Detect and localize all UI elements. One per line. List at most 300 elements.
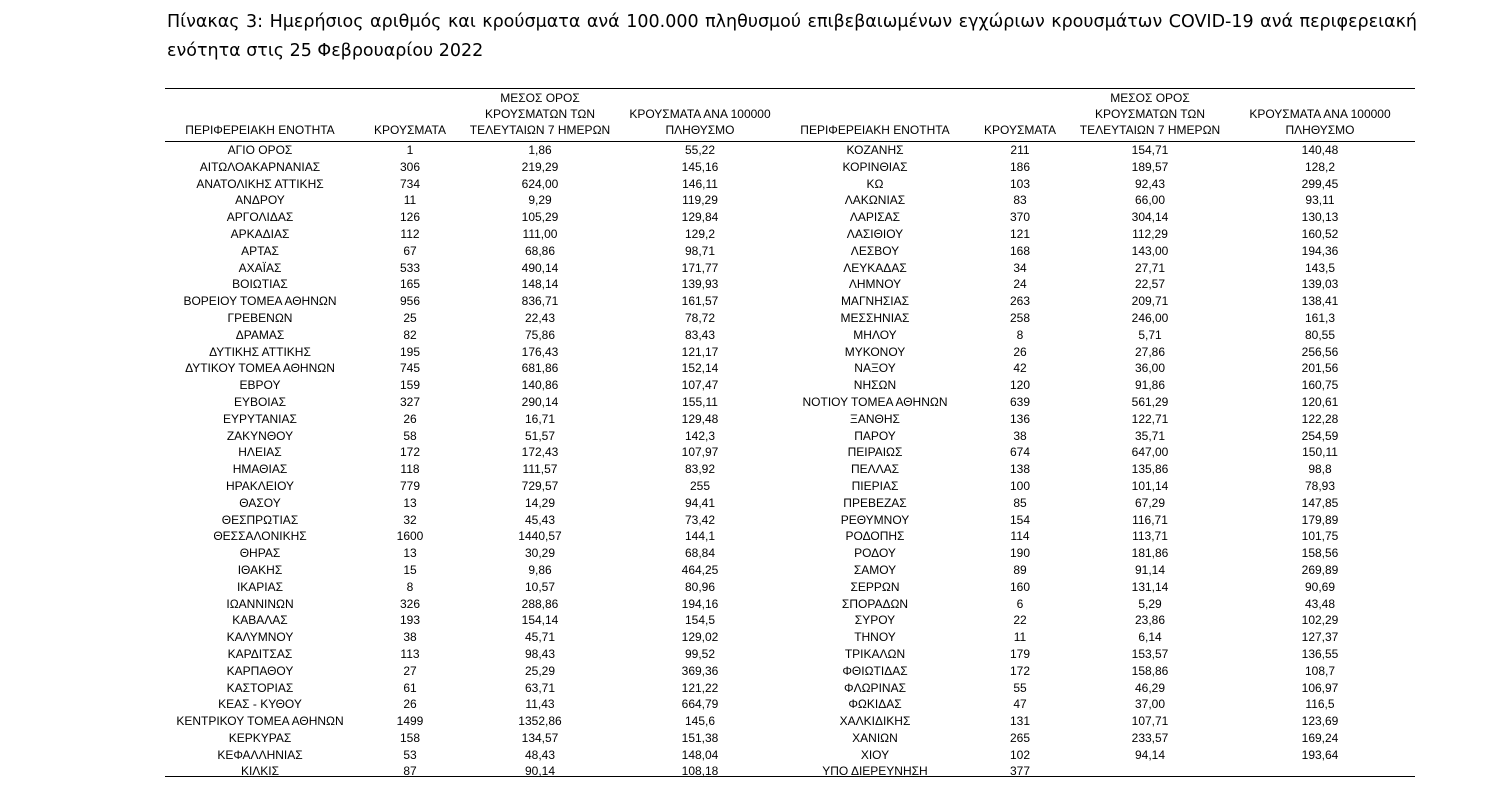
right-avg7-cell: 246,00 <box>1131 310 1169 325</box>
bottom-rule <box>165 776 1415 777</box>
right-region-cell: ΣΠΟΡΑΔΩΝ <box>841 596 909 611</box>
table-row <box>165 730 1415 747</box>
right-avg7-cell: 153,57 <box>1131 646 1169 661</box>
left-region-cell: ΑΡΚΑΔΙΑΣ <box>230 226 290 241</box>
right-cases-cell: 172 <box>1009 663 1031 678</box>
left-cases-cell: 118 <box>400 462 420 477</box>
right-region-cell: ΜΕΣΣΗΝΙΑΣ <box>840 310 910 325</box>
right-region-cell: ΤΗΝΟΥ <box>854 630 896 645</box>
left-per100k-cell: 119,29 <box>682 193 718 208</box>
right-region-cell: ΦΛΩΡΙΝΑΣ <box>844 680 906 695</box>
left-per100k-cell: 171,77 <box>681 260 719 275</box>
left-per100k-cell: 80,96 <box>684 579 716 594</box>
right-region-cell: ΠΑΡΟΥ <box>854 428 896 443</box>
left-cases-cell: 53 <box>403 747 417 762</box>
right-cases-cell: 102 <box>1009 747 1031 762</box>
left-avg7-cell: 14,29 <box>524 495 556 510</box>
table-row <box>165 663 1415 680</box>
right-region-cell: ΣΕΡΡΩΝ <box>850 579 900 594</box>
left-region-cell: ΑΡΤΑΣ <box>241 243 279 258</box>
left-region-cell: ΚΑΛΥΜΝΟΥ <box>226 630 294 645</box>
right-per100k-cell: 101,75 <box>1301 529 1339 544</box>
left-region-cell: ΑΝΔΡΟΥ <box>235 193 285 208</box>
covid-cases-table <box>165 90 1415 780</box>
left-avg7-cell: 134,57 <box>521 730 559 745</box>
left-avg7-cell: 176,43 <box>521 344 559 359</box>
left-per100k-cell: 55,22 <box>684 143 716 157</box>
header-avg7-left: ΜΕΣΟΣ ΟΡΟΣ ΚΡΟΥΣΜΑΤΩΝ ΤΩΝ ΤΕΛΕΥΤΑΙΩΝ 7 ΗΜΕΡΩΝ <box>465 90 615 142</box>
right-cases-cell: 85 <box>1013 495 1027 510</box>
right-cases-cell: 179 <box>1009 646 1031 661</box>
left-avg7-cell: 154,14 <box>521 613 559 628</box>
left-region-cell: ΑΧΑΪΑΣ <box>238 260 282 275</box>
right-region-cell: ΛΗΜΝΟΥ <box>848 277 902 292</box>
left-avg7-cell: 290,14 <box>521 394 559 409</box>
right-per100k-cell: 138,41 <box>1301 294 1339 309</box>
left-cases-cell: 113 <box>400 646 420 661</box>
left-avg7-cell: 63,71 <box>524 680 556 695</box>
right-per100k-cell: 90,69 <box>1304 579 1336 594</box>
right-region-cell: ΣΑΜΟΥ <box>853 562 897 577</box>
right-per100k-cell: 127,37 <box>1301 630 1339 645</box>
left-per100k-cell: 83,43 <box>684 327 716 342</box>
left-per100k-cell: 161,57 <box>681 294 719 309</box>
right-per100k-cell: 122,28 <box>1301 411 1339 426</box>
left-avg7-cell: 105,29 <box>521 210 559 225</box>
left-cases-cell: 193 <box>399 613 421 628</box>
right-cases-cell: 190 <box>1009 546 1031 561</box>
right-cases-cell: 26 <box>1013 344 1027 359</box>
right-per100k-cell: 161,3 <box>1304 310 1336 325</box>
table-row <box>165 260 1415 277</box>
left-cases-cell: 26 <box>403 411 417 426</box>
left-per100k-cell: 121,17 <box>681 344 719 359</box>
right-per100k-cell: 43,48 <box>1304 596 1336 611</box>
right-region-cell: ΜΗΛΟΥ <box>853 327 897 342</box>
left-cases-cell: 956 <box>399 294 421 309</box>
right-region-cell: ΚΟΖΑΝΗΣ <box>846 143 904 157</box>
right-avg7-cell: 27,86 <box>1134 344 1166 359</box>
right-region-cell: ΦΩΚΙΔΑΣ <box>848 697 902 712</box>
left-per100k-cell: 255 <box>689 478 711 493</box>
left-per100k-cell: 129,48 <box>681 411 719 426</box>
table-row <box>165 209 1415 226</box>
right-avg7-cell: 6,14 <box>1138 630 1162 645</box>
left-region-cell: ΔΡΑΜΑΣ <box>235 327 285 342</box>
right-per100k-cell: 254,59 <box>1301 428 1339 443</box>
left-avg7-cell: 75,86 <box>524 327 556 342</box>
right-per100k-cell: 139,03 <box>1301 277 1339 292</box>
left-region-cell: ΙΘΑΚΗΣ <box>237 562 283 577</box>
left-cases-cell: 112 <box>400 226 420 241</box>
left-per100k-cell: 129,2 <box>684 226 716 241</box>
right-per100k-cell: 160,52 <box>1301 226 1339 241</box>
right-per100k-cell: 147,85 <box>1301 495 1339 510</box>
right-avg7-cell: 23,86 <box>1134 613 1166 628</box>
header-region-left: ΠΕΡΙΦΕΡΕΙΑΚΗ ΕΝΟΤΗΤΑ <box>165 90 355 142</box>
right-region-cell: ΞΑΝΘΗΣ <box>850 411 900 426</box>
right-per100k-cell: 93,11 <box>1305 193 1335 208</box>
right-region-cell: ΤΡΙΚΑΛΩΝ <box>844 646 906 661</box>
left-per100k-cell: 369,36 <box>681 663 719 678</box>
right-region-cell: ΡΟΔΟΠΗΣ <box>845 529 905 544</box>
table-row <box>165 763 1415 780</box>
table-row <box>165 276 1415 293</box>
left-region-cell: ΘΗΡΑΣ <box>239 546 281 561</box>
header-per100k-left: ΚΡΟΥΣΜΑΤΑ ΑΝΑ 100000 ΠΛΗΘΥΣΜΟ <box>615 90 785 142</box>
top-rule <box>165 88 1415 89</box>
right-region-cell: ΠΡΕΒΕΖΑΣ <box>843 495 907 510</box>
right-per100k-cell: 128,2 <box>1304 159 1336 174</box>
right-avg7-cell: 36,00 <box>1134 361 1166 376</box>
left-avg7-cell: 30,29 <box>524 546 556 561</box>
right-avg7-cell: 304,14 <box>1131 210 1169 225</box>
left-region-cell: ΙΩΑΝΝΙΝΩΝ <box>226 596 294 611</box>
right-cases-cell: 47 <box>1013 697 1027 712</box>
table-row <box>165 579 1415 596</box>
table-row <box>165 747 1415 764</box>
left-per100k-cell: 107,97 <box>681 445 719 460</box>
header-cases-left: ΚΡΟΥΣΜΑΤΑ <box>355 90 465 142</box>
right-avg7-cell: 113,71 <box>1132 529 1168 544</box>
left-avg7-cell: 729,57 <box>521 478 559 493</box>
right-per100k-cell: 120,61 <box>1301 394 1339 409</box>
left-cases-cell: 32 <box>403 512 417 527</box>
left-avg7-cell: 45,71 <box>524 630 556 645</box>
left-region-cell: ΚΙΛΚΙΣ <box>240 764 280 779</box>
table-row <box>165 629 1415 646</box>
left-region-cell: ΘΕΣΠΡΩΤΙΑΣ <box>221 512 299 527</box>
right-per100k-cell: 78,93 <box>1304 478 1336 493</box>
right-region-cell: ΛΑΡΙΣΑΣ <box>849 210 901 225</box>
left-per100k-cell: 194,16 <box>681 596 719 611</box>
table-row <box>165 562 1415 579</box>
left-avg7-cell: 836,71 <box>521 294 559 309</box>
table-row <box>165 478 1415 495</box>
right-per100k-cell: 269,89 <box>1301 562 1339 577</box>
left-avg7-cell: 219,29 <box>521 159 559 174</box>
left-region-cell: ΚΕΡΚΥΡΑΣ <box>228 730 292 745</box>
table-row <box>165 528 1415 545</box>
left-cases-cell: 779 <box>399 478 421 493</box>
left-region-cell: ΔΥΤΙΚΟΥ ΤΟΜΕΑ ΑΘΗΝΩΝ <box>185 361 335 376</box>
right-cases-cell: 168 <box>1009 243 1031 258</box>
left-avg7-cell: 11,43 <box>525 697 555 712</box>
right-per100k-cell: 256,56 <box>1301 344 1339 359</box>
header-region-right: ΠΕΡΙΦΕΡΕΙΑΚΗ ΕΝΟΤΗΤΑ <box>785 90 965 142</box>
right-per100k-cell: 193,64 <box>1301 747 1339 762</box>
left-avg7-cell: 9,86 <box>528 562 552 577</box>
left-per100k-cell: 94,41 <box>684 495 716 510</box>
table-row <box>165 696 1415 713</box>
right-cases-cell: 34 <box>1013 260 1027 275</box>
left-avg7-cell: 22,43 <box>524 310 556 325</box>
left-per100k-cell: 121,22 <box>681 680 719 695</box>
left-cases-cell: 195 <box>399 344 421 359</box>
right-cases-cell: 103 <box>1009 176 1031 191</box>
left-cases-cell: 13 <box>403 495 417 510</box>
right-avg7-cell: 94,14 <box>1134 747 1166 762</box>
right-cases-cell: 154 <box>1009 512 1031 527</box>
right-cases-cell: 83 <box>1013 193 1027 208</box>
left-cases-cell: 1499 <box>396 714 424 729</box>
left-cases-cell: 126 <box>399 210 421 225</box>
left-region-cell: ΘΕΣΣΑΛΟΝΙΚΗΣ <box>213 529 307 544</box>
right-region-cell: ΛΕΥΚΑΔΑΣ <box>843 260 907 275</box>
left-avg7-cell: 111,57 <box>522 462 558 477</box>
table-row <box>165 293 1415 310</box>
right-region-cell: ΠΙΕΡΙΑΣ <box>851 478 899 493</box>
left-avg7-cell: 111,00 <box>522 226 558 241</box>
right-per100k-cell: 160,75 <box>1301 378 1339 393</box>
left-per100k-cell: 78,72 <box>684 310 716 325</box>
header-cases-right: ΚΡΟΥΣΜΑΤΑ <box>965 90 1075 142</box>
left-cases-cell: 13 <box>403 546 417 561</box>
right-region-cell: ΧΑΝΙΩΝ <box>852 730 898 745</box>
right-cases-cell: 38 <box>1013 428 1027 443</box>
right-cases-cell: 22 <box>1013 613 1027 628</box>
left-region-cell: ΘΑΣΟΥ <box>239 495 281 510</box>
right-avg7-cell: 233,57 <box>1131 730 1169 745</box>
right-cases-cell: 674 <box>1009 445 1031 460</box>
right-region-cell: ΛΑΚΩΝΙΑΣ <box>844 193 906 208</box>
right-avg7-cell: 112,29 <box>1132 226 1168 241</box>
right-avg7-cell: 143,00 <box>1131 243 1169 258</box>
right-avg7-cell: 122,71 <box>1131 411 1169 426</box>
left-per100k-cell: 129,84 <box>681 210 719 225</box>
right-per100k-cell: 179,89 <box>1301 512 1339 527</box>
right-per100k-cell: 150,11 <box>1302 445 1338 460</box>
right-per100k-cell: 108,7 <box>1304 663 1336 678</box>
right-avg7-cell: 561,29 <box>1131 394 1169 409</box>
right-region-cell: ΜΑΓΝΗΣΙΑΣ <box>840 294 910 309</box>
left-cases-cell: 87 <box>403 764 417 779</box>
left-cases-cell: 159 <box>399 378 421 393</box>
left-cases-cell: 326 <box>399 596 421 611</box>
left-avg7-cell: 51,57 <box>524 428 556 443</box>
right-avg7-cell: 101,14 <box>1131 478 1169 493</box>
right-cases-cell: 121 <box>1009 226 1031 241</box>
left-cases-cell: 1600 <box>396 529 424 544</box>
right-cases-cell: 6 <box>1016 596 1024 611</box>
right-avg7-cell: 158,86 <box>1131 663 1169 678</box>
right-region-cell: ΧΑΛΚΙΔΙΚΗΣ <box>839 714 911 729</box>
left-cases-cell: 26 <box>403 697 417 712</box>
left-region-cell: ΚΑΡΔΙΤΣΑΣ <box>227 646 293 661</box>
right-avg7-cell: 209,71 <box>1131 294 1169 309</box>
right-avg7-cell: 46,29 <box>1134 680 1166 695</box>
left-cases-cell: 533 <box>399 260 421 275</box>
table-row <box>165 344 1415 361</box>
right-avg7-cell: 67,29 <box>1134 495 1166 510</box>
left-avg7-cell: 9,29 <box>528 193 552 208</box>
left-avg7-cell: 172,43 <box>521 445 559 460</box>
right-region-cell: ΛΕΣΒΟΥ <box>850 243 900 258</box>
right-region-cell: ΚΩ <box>866 176 884 191</box>
left-cases-cell: 327 <box>399 394 421 409</box>
right-avg7-cell: 154,71 <box>1131 143 1169 157</box>
table-body <box>165 142 1415 781</box>
left-region-cell: ΙΚΑΡΙΑΣ <box>236 579 284 594</box>
right-per100k-cell: 130,13 <box>1301 210 1339 225</box>
left-cases-cell: 734 <box>399 176 421 191</box>
right-region-cell: ΝΟΤΙΟΥ ΤΟΜΕΑ ΑΘΗΝΩΝ <box>802 394 948 409</box>
left-avg7-cell: 90,14 <box>524 764 556 779</box>
right-avg7-cell: 66,00 <box>1134 193 1166 208</box>
left-region-cell: ΚΑΡΠΑΘΟΥ <box>226 663 294 678</box>
left-per100k-cell: 68,84 <box>684 546 716 561</box>
left-cases-cell: 8 <box>406 579 414 594</box>
right-region-cell: ΠΕΛΛΑΣ <box>850 462 900 477</box>
right-cases-cell: 89 <box>1013 562 1027 577</box>
right-cases-cell: 377 <box>1009 764 1031 779</box>
right-region-cell: ΡΕΘΥΜΝΟΥ <box>840 512 910 527</box>
right-per100k-cell: 136,55 <box>1301 646 1339 661</box>
left-per100k-cell: 148,04 <box>681 747 719 762</box>
table-row <box>165 545 1415 562</box>
left-region-cell: ΚΕΝΤΡΙΚΟΥ ΤΟΜΕΑ ΑΘΗΝΩΝ <box>176 714 344 729</box>
left-cases-cell: 15 <box>403 562 417 577</box>
left-region-cell: ΒΟΡΕΙΟΥ ΤΟΜΕΑ ΑΘΗΝΩΝ <box>183 294 337 309</box>
table-row <box>165 596 1415 613</box>
right-avg7-cell: 181,86 <box>1131 546 1169 561</box>
left-per100k-cell: 144,1 <box>684 529 716 544</box>
right-cases-cell: 8 <box>1016 327 1024 342</box>
right-region-cell: ΣΥΡΟΥ <box>854 613 896 628</box>
left-avg7-cell: 68,86 <box>524 243 556 258</box>
left-avg7-cell: 25,29 <box>524 663 556 678</box>
table-row <box>165 394 1415 411</box>
left-avg7-cell: 490,14 <box>521 260 559 275</box>
left-cases-cell: 58 <box>403 428 417 443</box>
left-per100k-cell: 464,25 <box>681 562 719 577</box>
right-per100k-cell: 98,8 <box>1308 462 1332 477</box>
right-cases-cell: 131 <box>1009 714 1031 729</box>
left-per100k-cell: 98,71 <box>684 243 716 258</box>
left-avg7-cell: 1352,86 <box>518 714 562 729</box>
left-avg7-cell: 624,00 <box>521 176 559 191</box>
right-per100k-cell: 169,24 <box>1301 730 1339 745</box>
table-row <box>165 243 1415 260</box>
left-per100k-cell: 142,3 <box>684 428 716 443</box>
left-cases-cell: 158 <box>399 730 421 745</box>
right-avg7-cell: 131,14 <box>1131 579 1169 594</box>
right-region-cell: ΝΑΞΟΥ <box>854 361 896 376</box>
right-cases-cell: 639 <box>1009 394 1031 409</box>
left-cases-cell: 82 <box>403 327 417 342</box>
right-per100k-cell: 106,97 <box>1301 680 1339 695</box>
left-per100k-cell: 151,38 <box>681 730 719 745</box>
right-cases-cell: 55 <box>1013 680 1027 695</box>
table-row <box>165 713 1415 730</box>
left-region-cell: ΖΑΚΥΝΘΟΥ <box>226 428 294 443</box>
table-row <box>165 192 1415 209</box>
left-avg7-cell: 10,57 <box>524 579 556 594</box>
right-cases-cell: 370 <box>1009 210 1031 225</box>
right-avg7-cell: 116,71 <box>1132 512 1168 527</box>
left-cases-cell: 25 <box>403 310 417 325</box>
right-per100k-cell: 140,48 <box>1301 143 1339 157</box>
left-region-cell: ΚΕΑΣ - ΚΥΘΟΥ <box>218 697 302 712</box>
right-cases-cell: 258 <box>1009 310 1031 325</box>
right-per100k-cell: 158,56 <box>1301 546 1339 561</box>
right-per100k-cell: 102,29 <box>1301 613 1339 628</box>
left-region-cell: ΚΕΦΑΛΛΗΝΙΑΣ <box>217 747 303 762</box>
left-region-cell: ΕΒΡΟΥ <box>239 378 281 393</box>
right-cases-cell: 120 <box>1009 378 1031 393</box>
right-avg7-cell: 107,71 <box>1131 714 1169 729</box>
right-avg7-cell: 647,00 <box>1131 445 1169 460</box>
table-row <box>165 310 1415 327</box>
right-region-cell: ΡΟΔΟΥ <box>854 546 896 561</box>
table-row <box>165 142 1415 159</box>
left-per100k-cell: 152,14 <box>681 361 719 376</box>
left-region-cell: ΑΝΑΤΟΛΙΚΗΣ ΑΤΤΙΚΗΣ <box>196 176 324 191</box>
left-region-cell: ΔΥΤΙΚΗΣ ΑΤΤΙΚΗΣ <box>209 344 311 359</box>
right-per100k-cell: 194,36 <box>1301 243 1339 258</box>
left-region-cell: ΕΥΡΥΤΑΝΙΑΣ <box>223 411 297 426</box>
right-avg7-cell <box>1075 763 1225 780</box>
right-avg7-cell: 92,43 <box>1134 176 1166 191</box>
left-per100k-cell: 155,11 <box>682 394 718 409</box>
table-row <box>165 327 1415 344</box>
table-row <box>165 411 1415 428</box>
right-region-cell: ΧΙΟΥ <box>860 747 890 762</box>
left-cases-cell: 165 <box>399 277 421 292</box>
left-region-cell: ΒΟΙΩΤΙΑΣ <box>232 277 288 292</box>
left-region-cell: ΕΥΒΟΙΑΣ <box>233 394 287 409</box>
left-per100k-cell: 154,5 <box>684 613 716 628</box>
right-cases-cell: 42 <box>1013 361 1027 376</box>
right-per100k-cell: 116,5 <box>1305 697 1335 712</box>
left-per100k-cell: 145,16 <box>681 159 719 174</box>
left-cases-cell: 27 <box>403 663 417 678</box>
left-avg7-cell: 48,43 <box>524 747 556 762</box>
left-cases-cell: 172 <box>399 445 421 460</box>
left-avg7-cell: 288,86 <box>521 596 559 611</box>
table-row <box>165 360 1415 377</box>
left-cases-cell: 1 <box>406 143 414 157</box>
left-per100k-cell: 108,18 <box>681 764 719 779</box>
right-avg7-cell: 91,86 <box>1134 378 1166 393</box>
left-per100k-cell: 83,92 <box>684 462 716 477</box>
left-avg7-cell: 16,71 <box>524 411 556 426</box>
right-region-cell: ΚΟΡΙΝΘΙΑΣ <box>842 159 908 174</box>
right-avg7-cell: 135,86 <box>1131 462 1169 477</box>
left-avg7-cell: 1440,57 <box>518 529 562 544</box>
table-row <box>165 226 1415 243</box>
right-avg7-cell: 35,71 <box>1134 428 1166 443</box>
table-row <box>165 512 1415 529</box>
left-avg7-cell: 148,14 <box>521 277 559 292</box>
right-avg7-cell: 22,57 <box>1134 277 1166 292</box>
right-avg7-cell: 5,29 <box>1138 596 1162 611</box>
left-region-cell: ΗΛΕΙΑΣ <box>238 445 282 460</box>
left-per100k-cell: 146,11 <box>682 176 718 191</box>
right-per100k-cell: 299,45 <box>1301 176 1339 191</box>
left-avg7-cell: 1,86 <box>528 143 552 157</box>
header-avg7-right: ΜΕΣΟΣ ΟΡΟΣ ΚΡΟΥΣΜΑΤΩΝ ΤΩΝ ΤΕΛΕΥΤΑΙΩΝ 7 ΗΜΕΡΩΝ <box>1075 90 1225 142</box>
table-row <box>165 646 1415 663</box>
right-cases-cell: 186 <box>1009 159 1031 174</box>
table-row <box>165 612 1415 629</box>
right-region-cell: ΠΕΙΡΑΙΩΣ <box>847 445 903 460</box>
right-region-cell: ΛΑΣΙΘΙΟΥ <box>846 226 904 241</box>
left-region-cell: ΑΡΓΟΛΙΔΑΣ <box>226 210 294 225</box>
left-region-cell: ΚΑΣΤΟΡΙΑΣ <box>226 680 294 695</box>
right-cases-cell: 114 <box>1010 529 1030 544</box>
left-per100k-cell: 139,93 <box>681 277 719 292</box>
